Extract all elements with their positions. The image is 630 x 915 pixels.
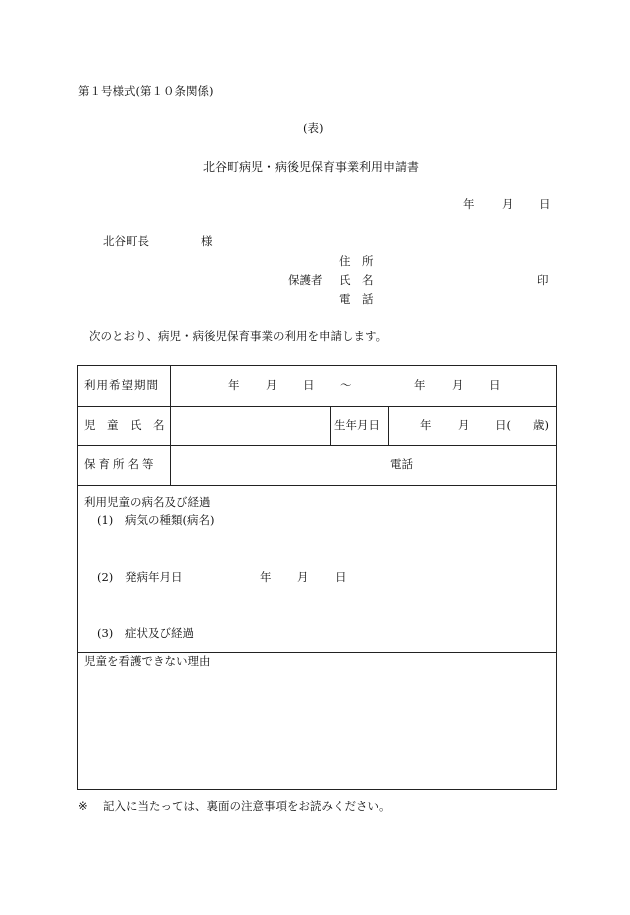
illness-item2-label: 発病年月日 [125,570,183,584]
side-label: (表) [303,121,324,135]
illness-item3-num: (3) [97,626,114,640]
period-start-month: 月 [266,378,278,392]
period-start-year: 年 [228,378,240,392]
form-number: 第１号様式(第１０条関係) [78,84,214,98]
guardian-label: 保護者 [288,273,323,287]
period-end-month: 月 [452,378,464,392]
column-divider [170,366,171,485]
guardian-name-label: 氏 名 [339,273,374,287]
row-divider [78,485,556,486]
illness-section-title: 利用児童の病名及び経過 [84,495,211,509]
period-tilde: ～ [340,378,352,392]
row-divider [78,445,556,446]
application-table [77,365,557,790]
child-name-label: 児 童 氏 名 [84,418,165,432]
column-divider [388,406,389,445]
birth-day: 日( [495,418,511,432]
note-text: 記入に当たっては、裏面の注意事項をお読みください。 [103,799,391,813]
nursery-label: 保育所名等 [84,457,157,471]
addressee-name: 北谷町長 [103,234,149,248]
illness-item1-num: (1) [97,513,114,527]
birth-month: 月 [458,418,470,432]
birth-year: 年 [420,418,432,432]
period-label: 利用希望期間 [84,378,159,392]
child-age: 歳) [533,418,549,432]
row-divider [78,652,556,653]
document-title: 北谷町病児・病後児保育事業利用申請書 [203,160,420,174]
illness-item3-label: 症状及び経過 [125,626,194,640]
guardian-address-label: 住 所 [339,254,374,268]
nursery-phone-label: 電話 [390,457,413,471]
guardian-phone-label: 電 話 [339,292,374,306]
period-end-day: 日 [489,378,501,392]
note-mark: ※ [78,799,88,813]
addressee-honorific: 様 [201,234,213,248]
onset-year: 年 [260,570,272,584]
illness-item1-label: 病気の種類(病名) [125,513,215,527]
onset-month: 月 [297,570,309,584]
reason-title: 児童を看護できない理由 [84,654,211,668]
onset-day: 日 [335,570,347,584]
date-day: 日 [539,197,551,211]
column-divider [330,406,331,445]
intro-text: 次のとおり、病児・病後児保育事業の利用を申請します。 [89,329,388,343]
birth-date-label: 生年月日 [334,418,380,432]
illness-item2-num: (2) [97,570,114,584]
period-end-year: 年 [414,378,426,392]
guardian-seal: 印 [537,273,549,287]
date-year: 年 [463,197,475,211]
period-start-day: 日 [303,378,315,392]
date-month: 月 [502,197,514,211]
row-divider [78,406,556,407]
